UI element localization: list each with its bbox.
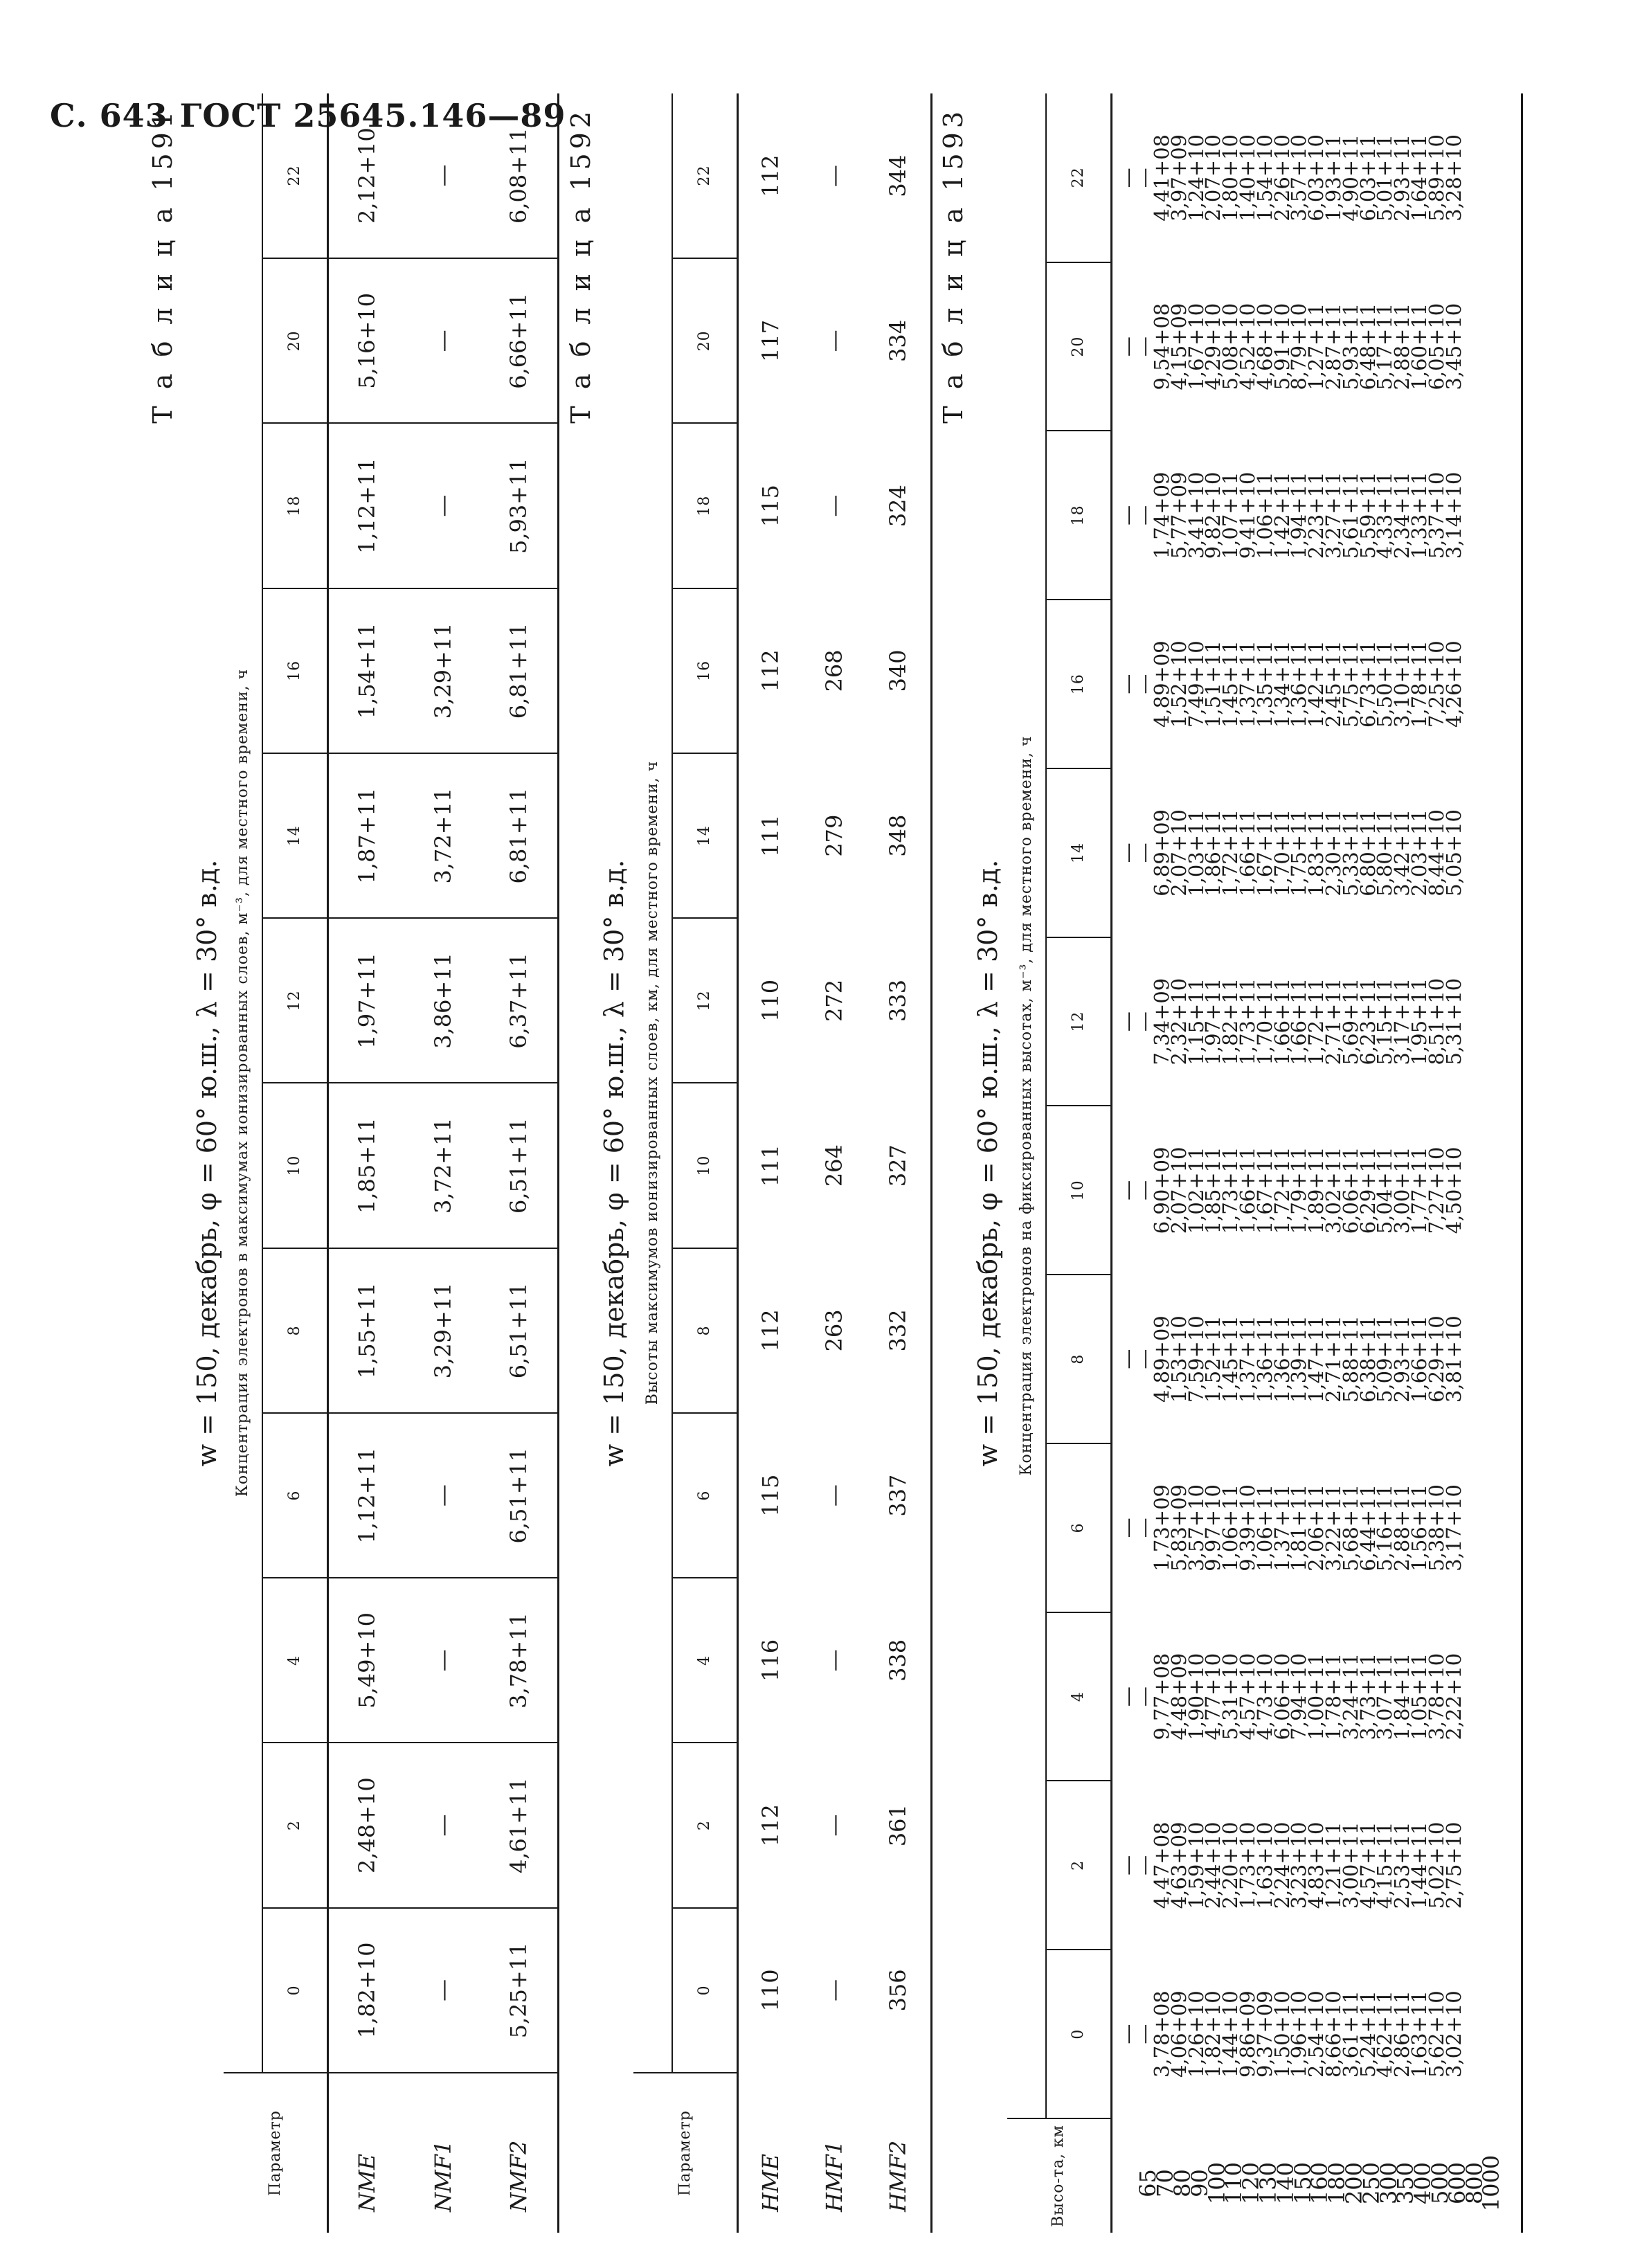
hour-header: 20 bbox=[672, 258, 737, 423]
value-cell: — bbox=[821, 1484, 848, 1507]
param-label: NMF2 bbox=[505, 2140, 532, 2212]
value-cell: — bbox=[821, 330, 848, 352]
value-cell: 264 bbox=[821, 1144, 848, 1187]
value-column: — — 4,47+08 4,63+09 1,59+10 2,44+10 2,20+10 1,73+10 1,63+10 2,24+10 3,23+10 4,83+10 1,21+11 3,00+11 4,57+11 4,15+11 2,53+11 1,44+11 5,02+10 2,75+10 bbox=[1115, 1821, 1466, 1909]
value-cell: 3,72+11 bbox=[406, 1083, 480, 1248]
value-cell: 116 bbox=[757, 1639, 784, 1682]
hour-header: 20 bbox=[262, 258, 327, 423]
value-cell: 333 bbox=[885, 979, 912, 1022]
value-cell: — bbox=[406, 258, 480, 423]
value-cell: 361 bbox=[885, 1804, 912, 1847]
hour-header: 18 bbox=[262, 424, 327, 588]
param-label: HMF1 bbox=[821, 2140, 848, 2212]
value-cell: 337 bbox=[885, 1474, 912, 1517]
value-cell: 112 bbox=[757, 649, 784, 692]
value-cell: 1,82+10 bbox=[327, 1908, 406, 2073]
value-cell: 6,66+11 bbox=[480, 258, 559, 423]
height-header: Высо-та, км bbox=[1007, 2118, 1111, 2233]
value-cell: 6,81+11 bbox=[480, 753, 559, 918]
param-label: NMF1 bbox=[429, 2140, 456, 2212]
hour-header: 10 bbox=[262, 1083, 327, 1248]
value-cell: 2,12+10 bbox=[327, 93, 406, 258]
table-row bbox=[803, 93, 866, 2233]
value-cell: 6,51+11 bbox=[480, 1248, 559, 1413]
value-cell: 5,93+11 bbox=[480, 424, 559, 588]
hour-header: 22 bbox=[1046, 93, 1111, 262]
value-cell: 110 bbox=[757, 1969, 784, 2012]
table-1593 bbox=[1007, 93, 1523, 2233]
value-column: — — 1,73+09 5,83+09 3,57+10 9,97+10 1,06+11 9,39+10 1,06+11 1,37+11 1,81+11 2,06+11 3,22+11 5,68+11 6,44+11 5,16+11 2,88+11 1,56+11 5,38+10 3,17+10 bbox=[1115, 1484, 1466, 1572]
value-cell: 338 bbox=[885, 1639, 912, 1682]
param-header: Параметр bbox=[633, 2073, 737, 2233]
table-1593-name: Т а б л и ц а 1593 bbox=[938, 107, 968, 424]
group-header: Концентрация электронов на фиксированных высотах, м⁻³, для местного времени, ч bbox=[1007, 93, 1046, 2118]
value-cell: 110 bbox=[757, 979, 784, 1022]
rotated-page bbox=[142, 93, 1558, 2233]
group-header: Концентрация электронов в максимумах ионизированных слоев, м⁻³, для местного времени, ч bbox=[224, 93, 262, 2073]
value-cell: — bbox=[406, 1908, 480, 2073]
hour-header: 6 bbox=[1046, 1443, 1111, 1612]
value-column: — — 9,54+08 4,15+09 1,67+10 4,29+10 5,08+10 4,52+10 4,68+10 5,91+10 8,79+10 1,27+11 2,87+11 5,93+11 6,48+11 5,17+11 2,88+11 1,60+11 6,05+10 3,45+10 bbox=[1115, 303, 1466, 390]
value-cell: 268 bbox=[821, 649, 848, 692]
value-cell: 334 bbox=[885, 319, 912, 362]
hour-header: 16 bbox=[672, 588, 737, 753]
hour-header: 14 bbox=[1046, 768, 1111, 937]
value-cell: — bbox=[821, 494, 848, 517]
hour-header: 0 bbox=[262, 1908, 327, 2073]
value-cell: 3,29+11 bbox=[406, 1248, 480, 1413]
table-1591-name: Т а б л и ц а 1591 bbox=[147, 107, 178, 424]
hour-header: 2 bbox=[1046, 1781, 1111, 1950]
value-cell: 6,81+11 bbox=[480, 588, 559, 753]
value-cell: — bbox=[821, 165, 848, 188]
value-cell: 356 bbox=[885, 1969, 912, 2012]
value-column: — — 4,89+09 1,53+10 7,59+10 1,52+11 1,45+11 1,37+11 1,36+11 1,36+11 1,39+11 1,47+11 2,71+11 5,88+11 6,38+11 5,09+11 2,93+11 1,66+11 6,29+10 3,81+10 bbox=[1115, 1315, 1466, 1403]
value-cell: 6,51+11 bbox=[480, 1413, 559, 1578]
hour-header: 18 bbox=[1046, 431, 1111, 600]
value-cell: 5,16+10 bbox=[327, 258, 406, 423]
value-cell: 348 bbox=[885, 814, 912, 857]
param-header: Параметр bbox=[224, 2073, 327, 2233]
value-cell: 112 bbox=[757, 154, 784, 197]
value-cell: 111 bbox=[757, 814, 784, 857]
value-cell: 1,12+11 bbox=[327, 424, 406, 588]
value-cell: 327 bbox=[885, 1144, 912, 1187]
hour-header: 4 bbox=[262, 1578, 327, 1743]
table-row bbox=[866, 93, 932, 2233]
value-column: — — 1,74+09 5,77+09 3,41+10 9,82+10 1,07+11 9,41+10 1,06+11 1,42+11 1,94+11 2,23+11 3,27+11 5,61+11 5,59+11 4,33+11 2,34+11 1,33+11 5,37+10 3,14+10 bbox=[1115, 471, 1466, 559]
hour-header: 8 bbox=[1046, 1275, 1111, 1443]
group-header: Высоты максимумов ионизированных слоев, км, для местного времени, ч bbox=[633, 93, 672, 2073]
table-1592-name: Т а б л и ц а 1592 bbox=[566, 107, 596, 424]
value-cell: — bbox=[821, 1979, 848, 2001]
value-cell: 332 bbox=[885, 1309, 912, 1352]
value-column: — — 4,89+09 1,52+10 7,49+10 1,51+11 1,45+11 1,37+11 1,35+11 1,34+11 1,36+11 1,42+11 2,45+11 5,75+11 6,73+11 5,50+11 3,10+11 1,78+11 7,25+10 4,26+10 bbox=[1115, 640, 1466, 728]
hour-header: 22 bbox=[262, 93, 327, 258]
value-cell: 344 bbox=[885, 154, 912, 197]
hour-header: 12 bbox=[262, 918, 327, 1083]
value-cell: 3,72+11 bbox=[406, 753, 480, 918]
value-column: — — 3,78+08 4,06+09 1,26+10 1,82+10 1,44+10 9,86+09 9,37+09 1,50+10 1,96+10 2,54+10 8,66+10 3,61+11 5,24+11 4,62+11 2,86+11 1,63+11 5,62+10 3,02+10 bbox=[1115, 1990, 1466, 2078]
hour-header: 22 bbox=[672, 93, 737, 258]
hour-header: 20 bbox=[1046, 262, 1111, 431]
hour-header: 10 bbox=[672, 1083, 737, 1248]
param-label: HMF2 bbox=[885, 2140, 912, 2212]
value-cell: 3,86+11 bbox=[406, 918, 480, 1083]
value-cell: 263 bbox=[821, 1309, 848, 1352]
param-label: HME bbox=[757, 2153, 784, 2212]
value-column: — — 6,89+09 2,07+10 1,03+11 1,86+11 1,72+11 1,66+11 1,67+11 1,70+11 1,75+11 1,83+11 2,30+11 5,33+11 6,80+11 5,80+11 3,42+11 2,03+11 8,44+10 5,05+10 bbox=[1115, 809, 1466, 897]
value-cell: — bbox=[406, 1578, 480, 1743]
table-row bbox=[406, 93, 480, 2233]
table-row bbox=[480, 93, 559, 2233]
table-1592-title: w = 150, декабрь, φ = 60° ю.ш., λ = 30° в.д. bbox=[599, 859, 629, 1467]
hour-header: 0 bbox=[1046, 1950, 1111, 2118]
hour-header: 6 bbox=[672, 1413, 737, 1578]
value-cell: — bbox=[406, 1413, 480, 1578]
hour-header: 14 bbox=[262, 753, 327, 918]
value-cell: — bbox=[821, 1814, 848, 1837]
value-cell: 3,29+11 bbox=[406, 588, 480, 753]
value-cell: 5,25+11 bbox=[480, 1908, 559, 2073]
value-cell: — bbox=[406, 424, 480, 588]
table-1591 bbox=[224, 93, 559, 2233]
table-row bbox=[737, 93, 803, 2233]
value-cell: 6,08+11 bbox=[480, 93, 559, 258]
value-cell: 1,55+11 bbox=[327, 1248, 406, 1413]
hour-header: 10 bbox=[1046, 1106, 1111, 1275]
value-cell: 1,87+11 bbox=[327, 753, 406, 918]
value-cell: 6,37+11 bbox=[480, 918, 559, 1083]
value-cell: — bbox=[406, 93, 480, 258]
value-cell: 1,97+11 bbox=[327, 918, 406, 1083]
hour-header: 2 bbox=[672, 1743, 737, 1908]
value-cell: 3,78+11 bbox=[480, 1578, 559, 1743]
value-cell: — bbox=[406, 1743, 480, 1908]
table-row bbox=[327, 93, 406, 2233]
height-list: 65 70 80 90 100 110 120 130 140 150 160 180 200 250 300 350 400 500 600 800 1000 bbox=[1135, 2154, 1505, 2212]
value-cell: 117 bbox=[757, 319, 784, 362]
param-label: NME bbox=[354, 2153, 381, 2212]
value-cell: 5,49+10 bbox=[327, 1578, 406, 1743]
value-cell: 4,61+11 bbox=[480, 1743, 559, 1908]
hour-header: 16 bbox=[1046, 600, 1111, 768]
hour-header: 12 bbox=[672, 918, 737, 1083]
hour-header: 18 bbox=[672, 424, 737, 588]
hour-header: 4 bbox=[672, 1578, 737, 1743]
table-1591-title: w = 150, декабрь, φ = 60° ю.ш., λ = 30° в.д. bbox=[192, 859, 222, 1467]
hour-header: 0 bbox=[672, 1908, 737, 2073]
hour-header: 16 bbox=[262, 588, 327, 753]
value-cell: 324 bbox=[885, 485, 912, 528]
value-cell: 1,12+11 bbox=[327, 1413, 406, 1578]
hour-header: 8 bbox=[262, 1248, 327, 1413]
value-column: — — 9,77+08 4,48+09 1,90+10 4,77+10 5,31+10 4,57+10 4,73+10 6,06+10 7,94+10 1,00+11 1,78+11 3,24+11 3,73+11 3,07+11 1,84+11 1,05+11 3,78+10 2,22+10 bbox=[1115, 1653, 1466, 1740]
value-cell: 111 bbox=[757, 1144, 784, 1187]
value-cell: 2,48+10 bbox=[327, 1743, 406, 1908]
value-cell: 6,51+11 bbox=[480, 1083, 559, 1248]
value-column: — — 6,90+09 2,07+10 1,02+11 1,85+11 1,73+11 1,66+11 1,67+11 1,72+11 1,79+11 1,89+11 3,02+11 6,06+11 6,29+11 5,04+11 3,00+11 1,77+11 7,27+10 4,50+10 bbox=[1115, 1146, 1466, 1234]
value-cell: 1,54+11 bbox=[327, 588, 406, 753]
value-cell: 115 bbox=[757, 1474, 784, 1517]
value-cell: 279 bbox=[821, 814, 848, 857]
hour-header: 8 bbox=[672, 1248, 737, 1413]
table-row bbox=[1111, 93, 1522, 2233]
table-1593-title: w = 150, декабрь, φ = 60° ю.ш., λ = 30° в.д. bbox=[973, 859, 1003, 1467]
value-cell: 272 bbox=[821, 979, 848, 1022]
hour-header: 2 bbox=[262, 1743, 327, 1908]
hour-header: 6 bbox=[262, 1413, 327, 1578]
value-cell: 112 bbox=[757, 1804, 784, 1847]
value-cell: 340 bbox=[885, 649, 912, 692]
value-cell: — bbox=[821, 1649, 848, 1672]
value-column: — — 7,34+09 2,32+10 1,15+11 1,97+11 1,82+11 1,73+11 1,70+11 1,66+11 1,66+11 1,72+11 2,71+11 5,69+11 6,23+11 5,15+11 3,17+11 1,95+11 8,51+10 5,31+10 bbox=[1115, 978, 1466, 1065]
hour-header: 14 bbox=[672, 753, 737, 918]
value-column: — — 4,41+08 3,97+09 1,24+10 2,07+10 1,80+10 1,40+10 1,54+10 2,26+10 3,57+10 6,03+10 1,93+11 4,90+11 6,03+11 5,01+11 2,93+11 1,64+11 5,89+10 3,28+10 bbox=[1115, 134, 1466, 222]
hour-header: 4 bbox=[1046, 1612, 1111, 1781]
hour-header: 12 bbox=[1046, 937, 1111, 1106]
value-cell: 115 bbox=[757, 485, 784, 528]
value-cell: 112 bbox=[757, 1309, 784, 1352]
page-header: С. 643 ГОСТ 25645.146—89 bbox=[50, 97, 566, 134]
value-cell: 1,85+11 bbox=[327, 1083, 406, 1248]
table-1592 bbox=[633, 93, 932, 2233]
